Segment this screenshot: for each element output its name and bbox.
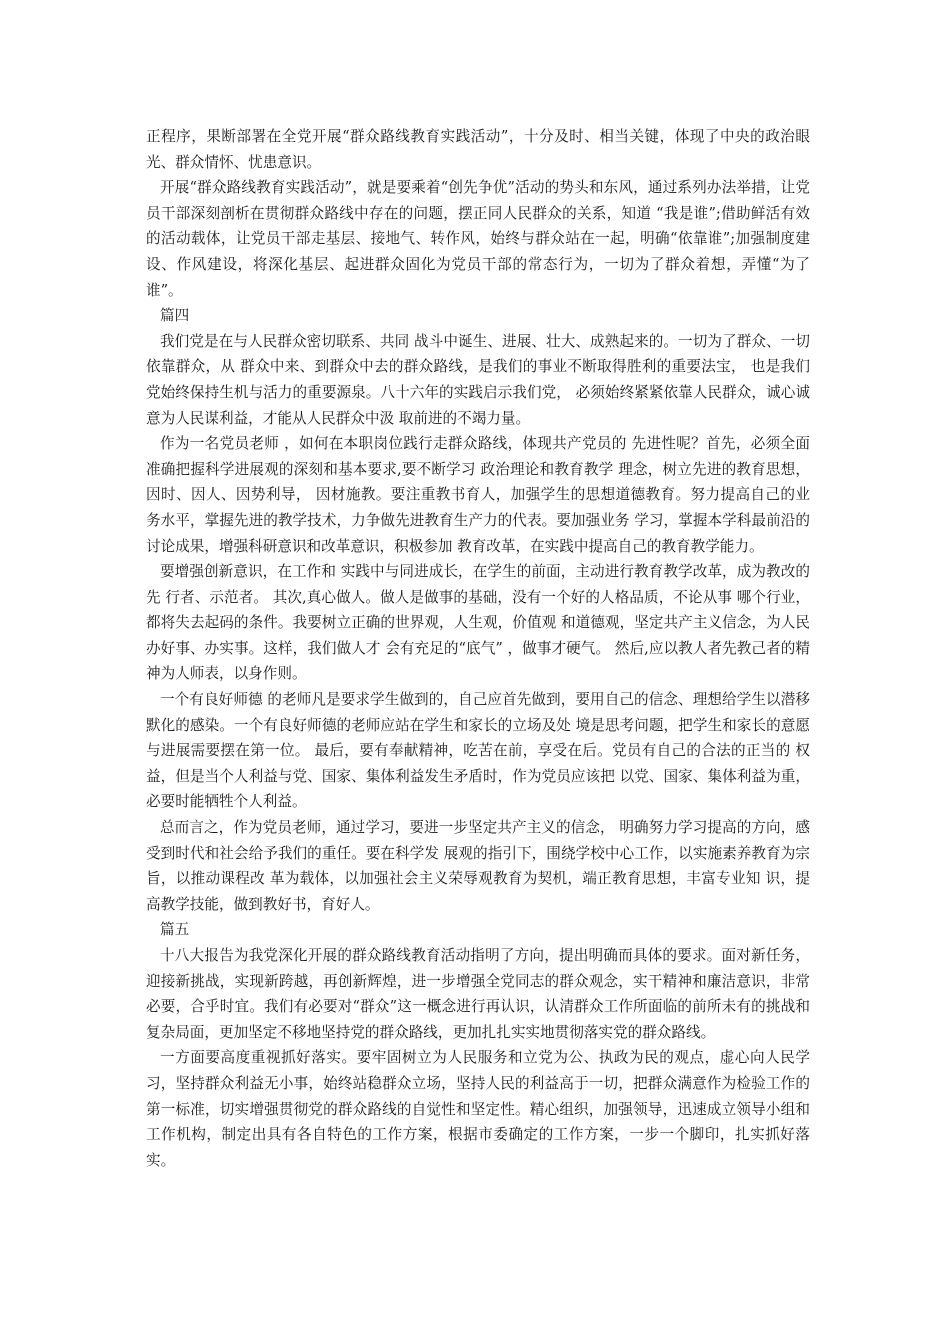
paragraph: 开展“群众路线教育实践活动”，就是要乘着“创先争优”活动的势头和东风，通过系列办法举措，让党员干部深刻剖析在贯彻群众路线中存在的问题，摆正同人民群众的关系，知道 “我是谁”;借助鲜活有效的活动载体，让党员干部走基层、接地气、转作风，始终与群众站在一起，明确“依靠谁”;加强制度建设、作风建设，将深化基层、起进群众固化为党员干部的常态行为，一切为了群众着想，弄懂“为了谁”。 bbox=[146, 179, 810, 299]
section-heading-4: 篇四 bbox=[160, 307, 190, 325]
paragraph-continued: 正程序，果断部署在全党开展“群众路线教育实践活动”，十分及时、相当关键，体现了中央的政治眼光、群众情怀、忧患意识。 bbox=[146, 128, 810, 171]
paragraph: 一方面要高度重视抓好落实。要牢固树立为人民服务和立党为公、执政为民的观点，虚心向人民学习，坚持群众利益无小事，始终站稳群众立场，坚持人民的利益高于一切，把群众满意作为检验工作的第一标准，切实增强贯彻党的群众路线的自觉性和坚定性。精心组织，加强领导，迅速成立领导小组和工作机构，制定出具有各自特色的工作方案，根据市委确定的工作方案，一步一个脚印，扎实抓好落实。 bbox=[146, 1049, 810, 1169]
paragraph: 十八大报告为我党深化开展的群众路线教育活动指明了方向，提出明确而具体的要求。面对新任务，迎接新挑战，实现新跨越，再创新辉煌，进一步增强全党同志的群众观念，实干精神和廉洁意识，非常必要，合乎时宜。我们有必要对“群众”这一概念进行再认识，认清群众工作所面临的前所未有的挑战和复杂局面，更加坚定不移地坚持党的群众路线，更加扎扎实实地贯彻落实党的群众路线。 bbox=[146, 947, 810, 1041]
paragraph: 作为一名党员老师 ，如何在本职岗位践行走群众路线，体现共产党员的 先进性呢？首先，必须全面准确把握科学进展观的深刻和基本要求,要不断学习 政治理论和教育教学 理念，树立先进的教育思想，因时、因人、因势利导， 因材施教。要注重教书育人，加强学生的思想道德教育。努力提高自己的业 务水平，掌握先进的教学技术，力争做先进教育生产力的代表。要加强业务 学习，掌握本学科最前沿的讨论成果，增强科研意识和改革意识，积极参加 教育改革，在实践中提高自己的教育教学能力。 bbox=[146, 435, 810, 555]
section-heading-5: 篇五 bbox=[160, 921, 190, 939]
paragraph: 总而言之，作为党员老师，通过学习，要进一步坚定共产主义的信念， 明确努力学习提高的方向，感受到时代和社会给予我们的重任。要在科学发 展观的指引下，围绕学校中心工作，以实施素养教育为宗旨，以推动课程改 革为载体，以加强社会主义荣辱观教育为契机，端正教育思想，丰富专业知 识，提高教学技能，做到教好书，育好人。 bbox=[146, 819, 810, 913]
paragraph: 我们党是在与人民群众密切联系、共同 战斗中诞生、进展、壮大、成熟起来的。一切为了群众、一切依靠群众，从 群众中来、到群众中去的群众路线，是我们的事业不断取得胜利的重要法宝， 也是我们党始终保持生机与活力的重要源泉。八十六年的实践启示我们党， 必须始终紧紧依靠人民群众，诚心诚意为人民谋利益，才能从人民群众中汲 取前进的不竭力量。 bbox=[146, 332, 810, 427]
paragraph: 一个有良好师德 的老师凡是要求学生做到的，自己应首先做到，要用自己的信念、理想给学生以潜移默化的感染。一个有良好师德的老师应站在学生和家长的立场及处 境是思考问题，把学生和家长的意愿与进展需要摆在第一位。 最后，要有奉献精神，吃苦在前，享受在后。党员有自己的合法的正当的 权益，但是当个人利益与党、国家、集体利益发生矛盾时，作为党员应该把 以党、国家、集体利益为重，必要时能牺牲个人利益。 bbox=[146, 691, 810, 811]
paragraph: 要增强创新意识，在工作和 实践中与同进成长，在学生的前面，主动进行教育教学改革，成为教改的先 行者、示范者。 其次,真心做人。做人是做事的基础，没有一个好的人格品质，不论从事 哪个行业，都将失去起码的条件。我要树立正确的世界观，人生观，价值观 和道德观，坚定共产主义信念，为人民办好事、办实事。这样，我们做人才 会有充足的“底气” ，做事才硬气。 然后,应以教人者先教己者的精神为人师表，以身作则。 bbox=[146, 563, 810, 683]
document-page bbox=[146, 124, 810, 1173]
